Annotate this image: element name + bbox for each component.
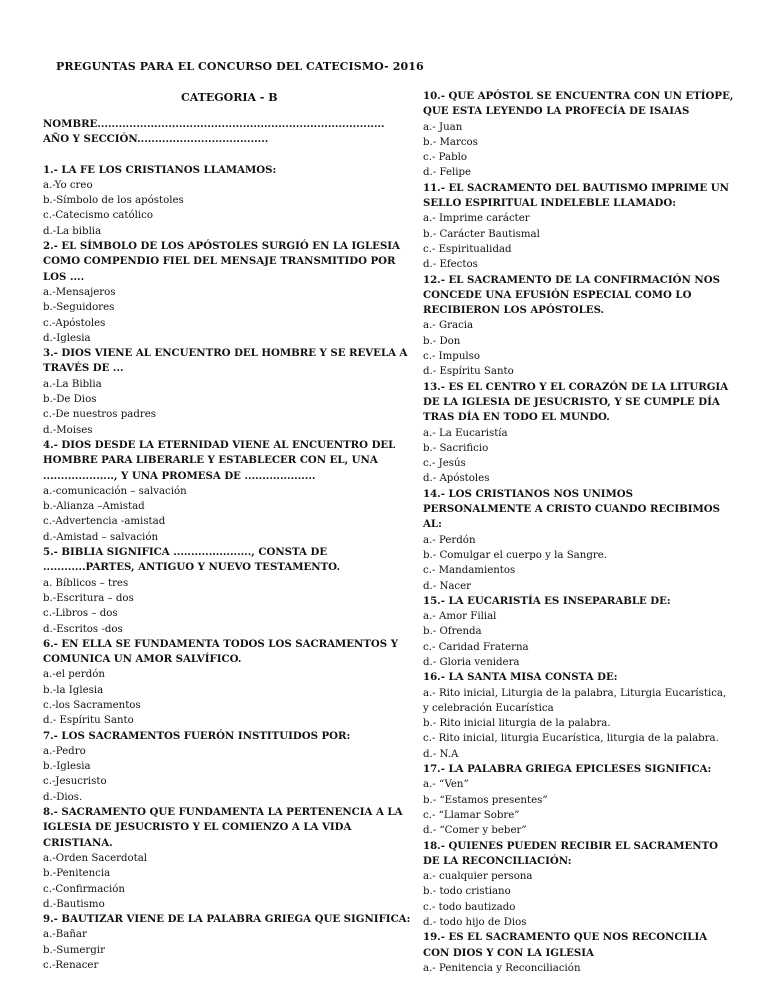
answer-option: a.-comunicación – salvación	[43, 485, 187, 497]
category-label: CATEGORIA - B	[181, 91, 278, 104]
answer-option: a.- Gracia	[423, 320, 474, 332]
question-block	[423, 930, 735, 976]
answer-option: b.-Penitencia	[43, 868, 111, 880]
answer-option: b.- “Estamos presentes”	[423, 794, 548, 806]
left-question-list	[43, 163, 415, 974]
answer-option: a.- Perdón	[423, 534, 476, 546]
answer-option: a.-La Biblia	[43, 378, 102, 390]
question-text: 8.- SACRAMENTO QUE FUNDAMENTA LA PERTENENCIA A LA IGLESIA DE JESUCRISTO Y EL COMIENZO A LA VIDA CRISTIANA.	[43, 806, 403, 849]
answer-option: c.-Advertencia -amistad	[43, 516, 166, 528]
answer-option: c.- Mandamientos	[423, 565, 516, 577]
question-text: 10.- QUE APÓSTOL SE ENCUENTRA CON UN ETÍOPE, QUE ESTA LEYENDO LA PROFECÍA DE ISAIAS	[423, 90, 734, 118]
answer-option: a.- Juan	[423, 121, 463, 133]
answer-option: d.- todo hijo de Dios	[423, 917, 527, 929]
answer-option: d.-Dios.	[43, 791, 83, 803]
answer-option: d.- Espíritu Santo	[423, 366, 514, 378]
answer-option: c.-De nuestros padres	[43, 409, 157, 421]
answer-option: d.- Apóstoles	[423, 473, 490, 485]
document-title: PREGUNTAS PARA EL CONCURSO DEL CATECISMO- 2016	[56, 60, 424, 73]
question-block	[43, 805, 415, 912]
answer-option: c.-Catecismo católico	[43, 210, 153, 222]
question-block	[423, 594, 735, 670]
answer-option: b.-Sumergir	[43, 944, 105, 956]
answer-option: b.- Rito inicial liturgia de la palabra.	[423, 718, 611, 730]
answer-option: c.-Libros – dos	[43, 608, 118, 620]
answer-option: c.-Jesucristo	[43, 776, 107, 788]
question-text: 19.- ES EL SACRAMENTO QUE NOS RECONCILIA CON DIOS Y CON LA IGLESIA	[423, 931, 708, 959]
question-block	[423, 89, 735, 181]
answer-option: a.-Mensajeros	[43, 286, 116, 298]
answer-option: d.-Bautismo	[43, 898, 105, 910]
answer-option: d.- “Comer y beber”	[423, 825, 527, 837]
question-block	[43, 438, 415, 545]
question-block	[423, 181, 735, 273]
answer-option: d.-Escritos -dos	[43, 623, 123, 635]
answer-option: b.- todo cristiano	[423, 886, 511, 898]
answer-option: b.-Símbolo de los apóstoles	[43, 195, 184, 207]
answer-option: c.-los Sacramentos	[43, 699, 141, 711]
answer-option: d.- Felipe	[423, 167, 472, 179]
answer-option: b.-Iglesia	[43, 761, 91, 773]
left-column	[43, 117, 415, 973]
answer-option: a.-el perdón	[43, 669, 105, 681]
question-text: 11.- EL SACRAMENTO DEL BAUTISMO IMPRIME UN SELLO ESPIRITUAL INDELEBLE LLAMADO:	[423, 181, 729, 210]
answer-option: b.- Don	[423, 335, 461, 347]
question-text: 17.- LA PALABRA GRIEGA EPICLESES SIGNIFICA:	[423, 763, 712, 776]
answer-option: d.- N.A	[423, 748, 459, 760]
question-block	[43, 729, 415, 805]
answer-option: a.- Amor Filial	[423, 611, 497, 623]
question-text: 6.- EN ELLA SE FUNDAMENTA TODOS LOS SACRAMENTOS Y COMUNICA UN AMOR SALVÍFICO.	[43, 637, 398, 666]
question-block	[43, 637, 415, 729]
answer-option: c.-Confirmación	[43, 883, 125, 895]
question-text: 1.- LA FE LOS CRISTIANOS LLAMAMOS:	[43, 163, 277, 176]
answer-option: b.-la Iglesia	[43, 684, 104, 696]
answer-option: b.- Carácter Bautismal	[423, 228, 540, 240]
question-block	[43, 239, 415, 346]
answer-option: c.- Rito inicial, liturgia Eucarística, liturgia de la palabra.	[423, 733, 719, 745]
answer-option: a.- “Ven”	[423, 779, 469, 791]
question-text: 3.- DIOS VIENE AL ENCUENTRO DEL HOMBRE Y SE REVELA A TRAVÉS DE ...	[43, 347, 408, 375]
answer-option: b.- Ofrenda	[423, 626, 482, 638]
question-text: 18.- QUIENES PUEDEN RECIBIR EL SACRAMENTO DE LA RECONCILIACIÓN:	[423, 839, 719, 867]
answer-option: d.- Espíritu Santo	[43, 715, 134, 727]
answer-option: c.-Renacer	[43, 960, 99, 972]
question-block	[423, 273, 735, 380]
question-text: 15.- LA EUCARISTÍA ES INSEPARABLE DE:	[423, 594, 671, 607]
answer-option: a.-Pedro	[43, 745, 86, 757]
right-question-list	[423, 89, 735, 976]
answer-option: b.- Sacrificio	[423, 442, 489, 454]
answer-option: b.- Marcos	[423, 136, 478, 148]
answer-option: c.- Impulso	[423, 351, 481, 363]
question-block	[423, 762, 735, 838]
question-text: 14.- LOS CRISTIANOS NOS UNIMOS PERSONALMENTE A CRISTO CUANDO RECIBIMOS AL:	[423, 487, 721, 531]
question-text: 12.- EL SACRAMENTO DE LA CONFIRMACIÓN NOS CONCEDE UNA EFUSIÓN ESPECIAL COMO LO RECIBIERON LOS APÓSTOLES.	[423, 273, 720, 317]
question-block	[423, 670, 735, 762]
answer-option: d.-Moises	[43, 424, 93, 436]
answer-option: b.-De Dios	[43, 394, 97, 406]
answer-option: a.- Rito inicial, Liturgia de la palabra, Liturgia Eucarística, y celebración Eucarística	[423, 687, 727, 714]
name-line: NOMBRE.................................................................................	[43, 118, 385, 130]
answer-option: d.-Amistad – salvación	[43, 531, 159, 543]
answer-option: a.-Yo creo	[43, 179, 93, 191]
answer-option: b.-Escritura – dos	[43, 592, 134, 604]
answer-option: a.- Imprime carácter	[423, 213, 530, 225]
answer-option: a.-Bañar	[43, 929, 87, 941]
answer-option: c.- Espiritualidad	[423, 243, 512, 255]
question-block	[43, 346, 415, 438]
answer-option: d.- Nacer	[423, 580, 472, 592]
question-text: 2.- EL SÍMBOLO DE LOS APÓSTOLES SURGIÓ EN LA IGLESIA COMO COMPENDIO FIEL DEL MENSAJE TRANSMITIDO POR LOS ....	[43, 240, 400, 283]
question-text: 9.- BAUTIZAR VIENE DE LA PALABRA GRIEGA QUE SIGNIFICA:	[43, 913, 411, 926]
answer-option: d.- Efectos	[423, 259, 478, 271]
question-text: 13.- ES EL CENTRO Y EL CORAZÓN DE LA LITURGIA DE LA IGLESIA DE JESUCRISTO, Y SE CUMPLE DÍA TRAS DÍA EN TODO EL MUNDO.	[423, 380, 729, 424]
answer-option: d.- Gloria venidera	[423, 656, 520, 668]
answer-option: a. Bíblicos – tres	[43, 577, 129, 589]
question-block	[423, 839, 735, 931]
answer-option: a.- Penitencia y Reconciliación	[423, 962, 581, 974]
answer-option: b.-Seguidores	[43, 302, 115, 314]
question-block	[423, 487, 735, 594]
answer-option: a.-Orden Sacerdotal	[43, 852, 148, 864]
answer-option: c.- Pablo	[423, 152, 468, 164]
question-block	[423, 380, 735, 487]
answer-option: c.- “Llamar Sobre”	[423, 809, 520, 821]
answer-option: d.-Iglesia	[43, 332, 91, 344]
question-text: 5.- BIBLIA SIGNIFICA ......................, CONSTA DE ............PARTES, ANTIGUO Y NUEVO TESTAMENTO.	[43, 546, 340, 574]
question-block	[43, 545, 415, 637]
question-text: 7.- LOS SACRAMENTOS FUERÓN INSTITUIDOS POR:	[43, 729, 351, 742]
answer-option: d.-La biblia	[43, 225, 102, 237]
right-column	[423, 89, 735, 976]
answer-option: a.- cualquier persona	[423, 871, 533, 883]
answer-option: c.- Caridad Fraterna	[423, 641, 529, 653]
question-block	[43, 912, 415, 973]
answer-option: c.-Apóstoles	[43, 317, 106, 329]
answer-option: c.- Jesús	[423, 458, 466, 470]
question-block	[43, 163, 415, 239]
year-section-line: AÑO Y SECCIÓN.....................................	[43, 133, 269, 146]
question-text: 4.- DIOS DESDE LA ETERNIDAD VIENE AL ENCUENTRO DEL HOMBRE PARA LIBERARLE Y ESTABLECER CON EL, UNA ...................., Y UNA PROMESA DE ....................	[43, 438, 396, 482]
answer-option: c.- todo bautizado	[423, 901, 516, 913]
answer-option: a.- La Eucaristía	[423, 427, 508, 439]
answer-option: b.-Alianza –Amistad	[43, 501, 145, 513]
question-text: 16.- LA SANTA MISA CONSTA DE:	[423, 671, 618, 684]
answer-option: b.- Comulgar el cuerpo y la Sangre.	[423, 549, 607, 561]
